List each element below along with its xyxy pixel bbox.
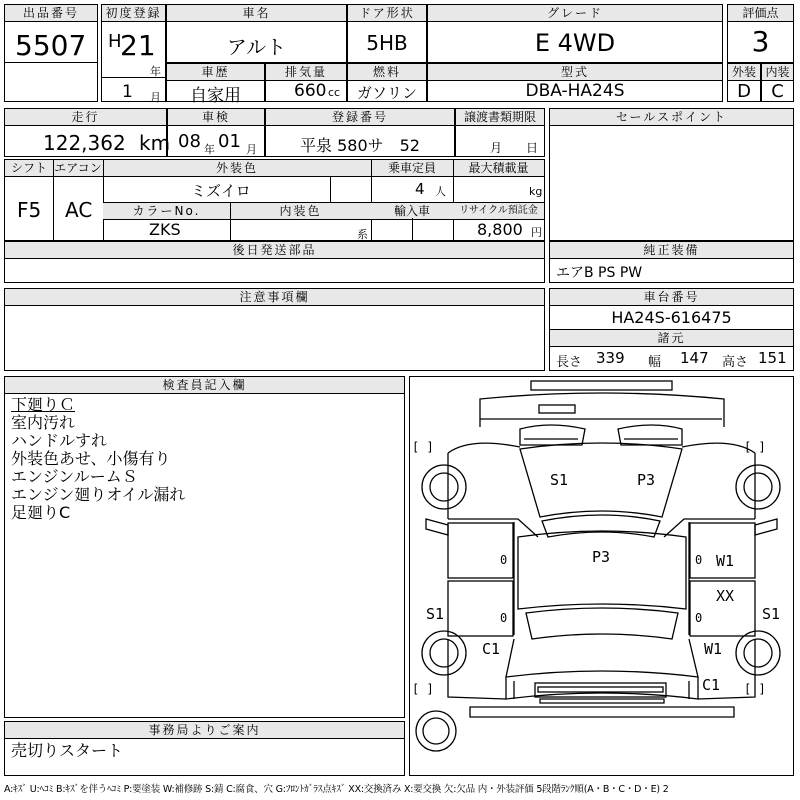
registration-number-value: 平泉 580サ 52 xyxy=(300,136,420,155)
remark-line: 下廻りＣ xyxy=(11,395,76,414)
inspector-header: 検査員記入欄 xyxy=(5,377,404,394)
history-box xyxy=(166,63,265,106)
int-color-header: 内装色 xyxy=(230,202,371,220)
door-type-header: ドア形状 xyxy=(348,5,426,22)
mark-roof: P3 xyxy=(592,548,611,566)
capacity-value: 4 xyxy=(415,180,425,198)
inspection-year-unit: 年 xyxy=(204,143,215,156)
notes-box xyxy=(4,288,545,371)
mark-right-door-front: W1 xyxy=(716,552,735,570)
yen-unit: 円 xyxy=(531,226,542,239)
grade-value: E 4WD xyxy=(534,29,616,57)
later-parts-box xyxy=(4,241,545,283)
car-outline xyxy=(410,377,793,775)
ext-color-value: ミズイロ xyxy=(191,182,251,200)
year-value: 21 xyxy=(120,29,156,62)
fuel-box xyxy=(347,63,427,102)
chassis-value: HA24S-616475 xyxy=(611,308,732,327)
bracket-left-bottom: [ ] xyxy=(412,682,434,696)
shift-header: シフト xyxy=(5,160,53,177)
score-value: 3 xyxy=(751,25,770,58)
door-type-box xyxy=(347,4,427,63)
width-label: 幅 xyxy=(648,355,662,370)
inspection-month-unit: 月 xyxy=(246,143,257,156)
vehicle-detail-box xyxy=(4,159,545,241)
model-code-value: DBA-HA24S xyxy=(525,81,625,101)
remark-line: ハンドルすれ xyxy=(11,431,108,450)
grade-box xyxy=(427,4,723,63)
shift-value: F5 xyxy=(17,198,42,222)
model-code-header: 型式 xyxy=(428,64,722,81)
mark-zero: 0 xyxy=(500,611,508,625)
import-header: 輸入車 xyxy=(371,202,453,220)
year-unit: 年 xyxy=(150,65,161,78)
max-load-header: 最大積載量 xyxy=(453,160,544,177)
remark-line: 外装色あせ、小傷有り xyxy=(11,449,171,468)
color-no-value: ZKS xyxy=(149,220,181,239)
transfer-doc-day-unit: 日 xyxy=(526,141,539,155)
remark-line: エンジン廻りオイル漏れ xyxy=(11,485,186,504)
transfer-doc-box xyxy=(455,108,545,157)
exterior-grade-box xyxy=(727,63,761,102)
exterior-grade-value: D xyxy=(737,81,751,102)
height-label: 高さ xyxy=(722,355,749,370)
notes-header: 注意事項欄 xyxy=(5,289,544,306)
office-box xyxy=(4,721,405,776)
mileage-header: 走行 xyxy=(5,109,166,126)
km-unit: km xyxy=(139,131,171,155)
later-parts-header: 後日発送部品 xyxy=(5,242,544,259)
interior-grade-header: 内装 xyxy=(762,64,793,81)
bracket-right-bottom: [ ] xyxy=(744,682,766,696)
remark-line: エンジンルームＳ xyxy=(11,467,138,486)
length-value: 339 xyxy=(596,349,625,367)
first-registration-header: 初度登録 xyxy=(102,5,165,22)
inspector-remarks xyxy=(11,396,185,522)
registration-number-header: 登録番号 xyxy=(266,109,454,126)
damage-diagram xyxy=(409,376,794,776)
kei-unit: 系 xyxy=(357,228,368,241)
mark-right-wheel: W1 xyxy=(704,640,723,658)
chassis-box xyxy=(549,288,794,371)
month-value: 1 xyxy=(122,82,133,102)
displacement-header: 排気量 xyxy=(266,64,346,81)
mark-zero: 0 xyxy=(695,553,703,567)
mark-right-door-rear: XX xyxy=(716,587,735,605)
legend-text: A:ｷｽﾞ U:ﾍｺﾐ B:ｷｽﾞを伴うﾍｺﾐ P:要塗装 W:補修跡 S:錆 C:腐食、穴 G:ﾌﾛﾝﾄｶﾞﾗｽ点ｷｽﾞ XX:交換済み X:要交換 欠:欠品 内・外装評価 5段階ﾗﾝｸ順(A・B・C・D・E) 2 xyxy=(4,784,669,795)
dimensions-header: 諸元 xyxy=(550,329,793,347)
mileage-box xyxy=(4,108,171,157)
equipment-value: エアB PS PW xyxy=(556,265,643,281)
remark-line: 足廻りC xyxy=(11,503,71,522)
people-unit: 人 xyxy=(435,185,446,198)
transfer-doc-header: 譲渡書類期限 xyxy=(456,109,544,126)
mark-right-fender: S1 xyxy=(762,605,781,623)
aircon-value: AC xyxy=(65,198,93,222)
car-name-header: 車名 xyxy=(167,5,346,22)
mileage-value: 122,362 xyxy=(43,131,126,155)
mark-left-wheel: C1 xyxy=(482,640,501,658)
history-value: 自家用 xyxy=(190,86,241,106)
interior-grade-value: C xyxy=(771,81,784,102)
inspection-header: 車検 xyxy=(168,109,264,126)
equipment-box xyxy=(549,241,794,283)
exterior-grade-header: 外装 xyxy=(728,64,760,81)
history-header: 車歴 xyxy=(167,64,264,81)
mark-left-fender: S1 xyxy=(426,605,445,623)
interior-grade-box xyxy=(761,63,794,102)
month-unit: 月 xyxy=(150,91,161,104)
inspection-year: 08 xyxy=(178,131,201,152)
sales-points-box xyxy=(549,108,794,241)
height-value: 151 xyxy=(758,349,787,367)
equipment-header: 純正装備 xyxy=(550,242,793,259)
recycle-value: 8,800 xyxy=(477,220,523,239)
capacity-header: 乗車定員 xyxy=(371,160,453,177)
ext-color-header: 外装色 xyxy=(103,160,371,177)
bracket-right-top: [ ] xyxy=(744,440,766,454)
grade-header: グレード xyxy=(428,5,722,22)
lot-number-header: 出品番号 xyxy=(5,5,97,22)
mark-front-bumper: C1 xyxy=(702,676,721,694)
width-value: 147 xyxy=(680,349,709,367)
first-registration-box xyxy=(101,4,166,102)
remark-line: 室内汚れ xyxy=(11,413,76,432)
chassis-header: 車台番号 xyxy=(550,289,793,306)
lot-number-value: 5507 xyxy=(15,29,87,62)
color-no-header: カラーNo. xyxy=(103,202,230,220)
recycle-header: リサイクル預託金 xyxy=(453,202,544,220)
door-type-value: 5HB xyxy=(366,31,408,55)
model-code-box xyxy=(427,63,723,102)
mark-zero: 0 xyxy=(500,553,508,567)
cc-unit: cc xyxy=(328,86,341,99)
mark-zero: 0 xyxy=(695,611,703,625)
transfer-doc-month-unit: 月 xyxy=(490,141,503,155)
aircon-header: エアコン xyxy=(54,161,102,175)
sales-points-header: セールスポイント xyxy=(550,109,793,126)
kg-unit: kg xyxy=(529,185,543,198)
length-label: 長さ xyxy=(556,355,583,370)
fuel-header: 燃料 xyxy=(348,64,426,81)
inspection-month: 01 xyxy=(218,131,241,152)
era-value: H xyxy=(108,31,122,52)
car-name-box xyxy=(166,4,347,63)
score-box xyxy=(727,4,794,63)
registration-number-box xyxy=(265,108,455,157)
score-header: 評価点 xyxy=(728,5,793,22)
office-note: 売切りスタート xyxy=(11,741,124,760)
mark-hood-left: S1 xyxy=(550,471,569,489)
lot-number-box xyxy=(4,4,98,102)
mark-hood-right: P3 xyxy=(637,471,656,489)
displacement-value: 660 xyxy=(294,81,327,101)
displacement-box xyxy=(265,63,347,102)
inspection-box xyxy=(167,108,265,157)
bracket-left-top: [ ] xyxy=(412,440,434,454)
fuel-value: ガソリン xyxy=(356,84,417,102)
inspector-box xyxy=(4,376,405,718)
car-name-value: アルト xyxy=(226,35,287,59)
office-header: 事務局よりご案内 xyxy=(5,722,404,739)
